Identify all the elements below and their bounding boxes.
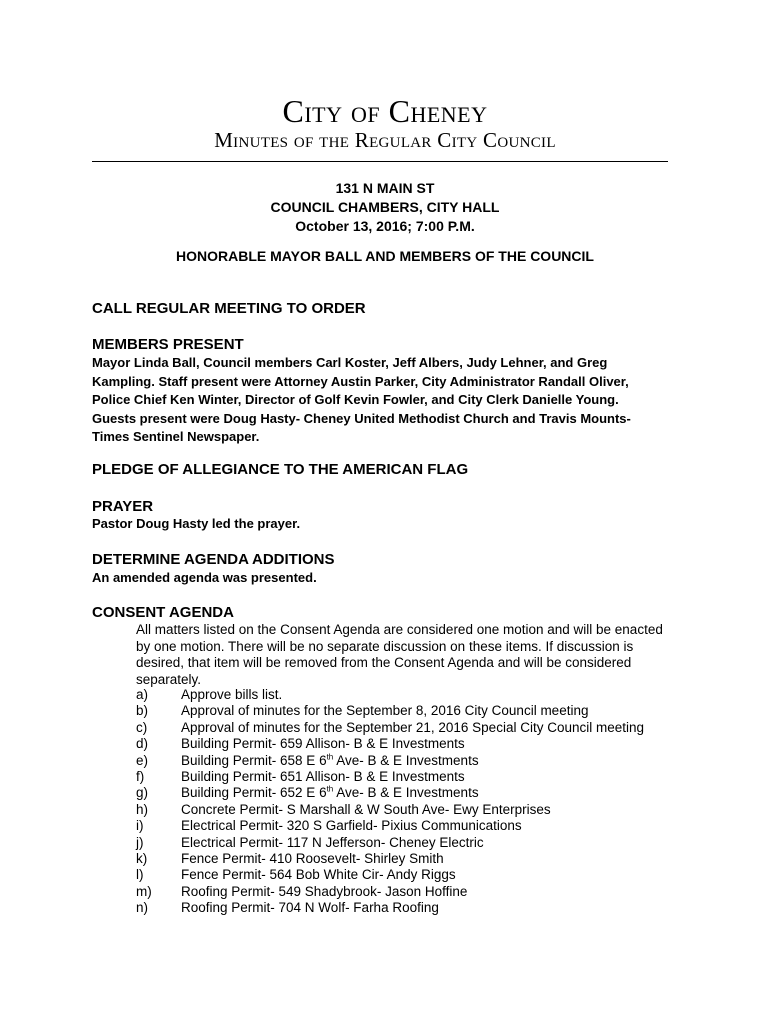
item-text: Fence Permit- 564 Bob White Cir- Andy Riggs — [181, 867, 456, 883]
consent-intro-line: by one motion. There will be no separate discussion on these items. If discussion is — [136, 638, 634, 654]
item-letter: e) — [136, 752, 149, 768]
agenda-additions-text: An amended agenda was presented. — [92, 570, 317, 585]
item-letter: c) — [136, 719, 148, 735]
item-text: Approval of minutes for the September 8, 2016 City Council meeting — [181, 703, 589, 719]
item-letter: d) — [136, 736, 149, 752]
item-text: Building Permit- 651 Allison- B & E Investments — [181, 768, 465, 784]
consent-intro-line: desired, that item will be removed from the Consent Agenda and will be considered — [136, 655, 632, 670]
item-text: Approval of minutes for the September 21, 2016 Special City Council meeting — [181, 719, 645, 735]
members-line: Mayor Linda Ball, Council members Carl Koster, Jeff Albers, Judy Lehner, and Greg — [92, 355, 608, 370]
members-present-heading: MEMBERS PRESENT — [92, 336, 244, 353]
members-present-text — [92, 354, 692, 447]
consent-intro-line: separately. — [136, 671, 202, 687]
item-text: Building Permit- 658 E 6th Ave- B & E Investments — [181, 752, 479, 768]
item-text: Building Permit- 659 Allison- B & E Investments — [181, 736, 465, 752]
item-letter: k) — [136, 850, 148, 866]
item-letter: f) — [136, 768, 145, 784]
item-text: Electrical Permit- 320 S Garfield- Pixius Communications — [181, 818, 522, 834]
item-letter: l) — [136, 867, 144, 883]
salutation: HONORABLE MAYOR BALL AND MEMBERS OF THE COUNCIL — [176, 248, 594, 264]
title-divider — [92, 161, 668, 162]
item-text: Approve bills list. — [181, 687, 283, 702]
item-letter: n) — [136, 900, 149, 916]
item-text: Fence Permit- 410 Roosevelt- Shirley Smith — [181, 850, 444, 866]
call-to-order-heading: CALL REGULAR MEETING TO ORDER — [92, 300, 366, 317]
consent-intro — [136, 622, 676, 688]
item-letter: h) — [136, 801, 149, 817]
consent-intro-line: All matters listed on the Consent Agenda are considered one motion and will be enacted — [136, 622, 663, 637]
prayer-heading: PRAYER — [92, 498, 154, 515]
item-text: Building Permit- 652 E 6th Ave- B & E Investments — [181, 784, 479, 801]
pledge-heading: PLEDGE OF ALLEGIANCE TO THE AMERICAN FLAG — [92, 461, 469, 478]
document-subtitle: Minutes of the Regular City Council — [214, 128, 556, 152]
item-letter: a) — [136, 687, 149, 702]
prayer-text: Pastor Doug Hasty led the prayer. — [92, 516, 301, 531]
item-text: Electrical Permit- 117 N Jefferson- Cheney Electric — [181, 834, 484, 850]
meeting-location: COUNCIL CHAMBERS, CITY HALL — [270, 199, 500, 215]
members-line: Guests present were Doug Hasty- Cheney United Methodist Church and Travis Mounts- — [92, 410, 631, 426]
item-text: Roofing Permit- 549 Shadybrook- Jason Hoffine — [181, 883, 468, 899]
item-letter: m) — [136, 883, 152, 899]
item-letter: j) — [136, 834, 144, 850]
item-letter: g) — [136, 785, 149, 801]
item-letter: b) — [136, 703, 149, 719]
members-line: Kampling. Staff present were Attorney Austin Parker, City Administrator Randall Oliver, — [92, 373, 629, 389]
meeting-date: October 13, 2016; 7:00 P.M. — [295, 218, 475, 234]
members-line: Police Chief Ken Winter, Director of Golf Kevin Fowler, and City Clerk Danielle Young. — [92, 392, 619, 407]
consent-agenda-heading: CONSENT AGENDA — [92, 604, 234, 621]
item-text: Roofing Permit- 704 N Wolf- Farha Roofing — [181, 900, 439, 916]
document-title: City of Cheney — [282, 93, 488, 129]
meeting-address: 131 N MAIN ST — [335, 180, 435, 196]
item-letter: i) — [136, 818, 144, 834]
item-text: Concrete Permit- S Marshall & W South Ave- Ewy Enterprises — [181, 801, 551, 817]
agenda-additions-heading: DETERMINE AGENDA ADDITIONS — [92, 551, 335, 568]
members-line: Times Sentinel Newspaper. — [92, 429, 260, 444]
